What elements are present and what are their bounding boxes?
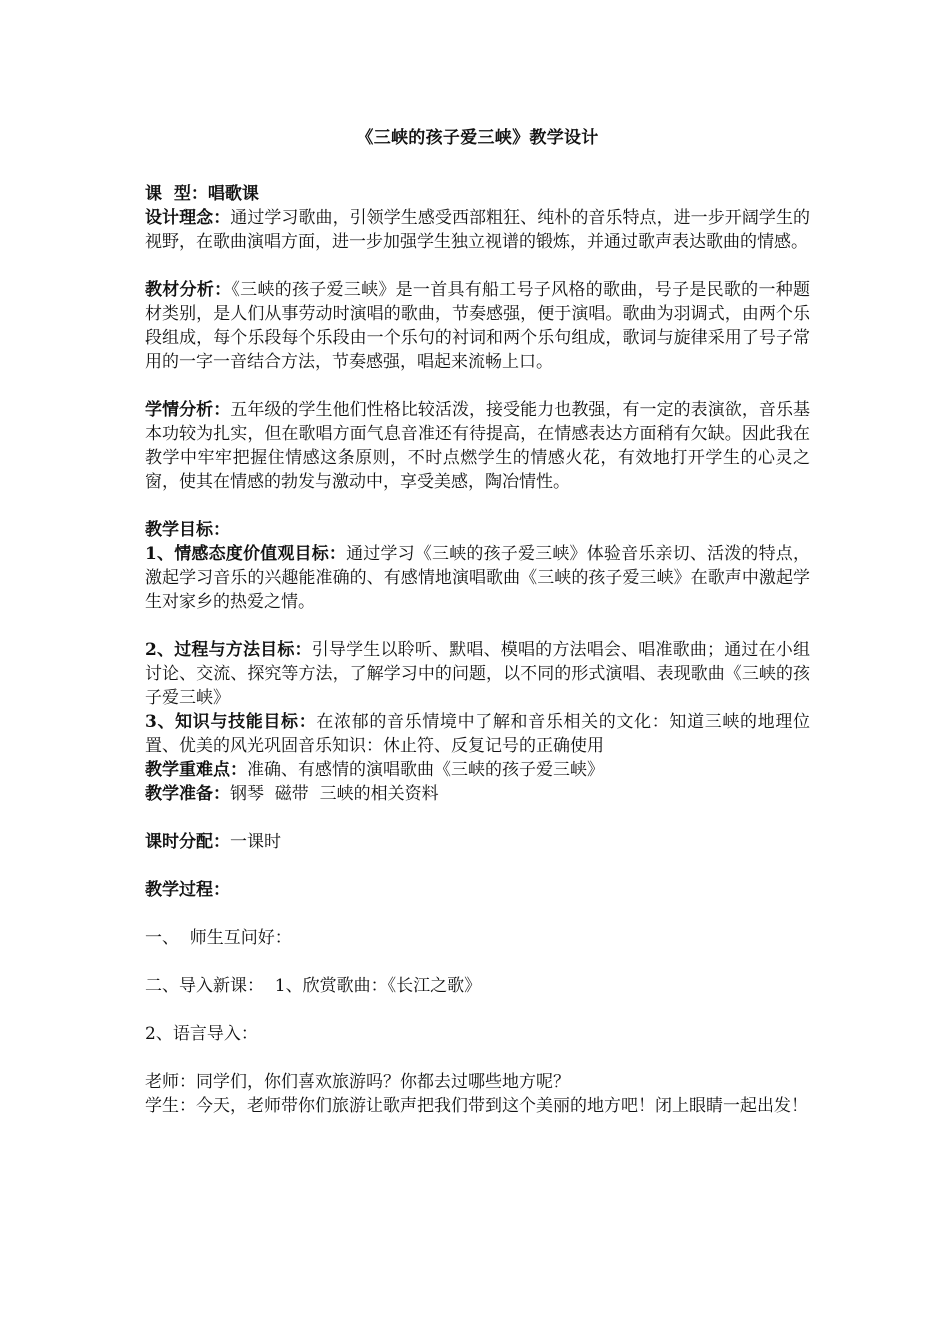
key-text: 准确、有感情的演唱歌曲《三峡的孩子爱三峡》 [247,760,604,780]
teacher-line: 老师：同学们，你们喜欢旅游吗？你都去过哪些地方呢？ [145,1072,570,1092]
goal3-paragraph [145,710,810,758]
student-paragraph [145,398,810,494]
goal2-label: 2、过程与方法目标： [145,640,312,660]
material-paragraph [145,278,810,374]
goal3-label: 3、知识与技能目标： [145,712,317,732]
spacer [145,854,810,878]
student-line: 学生：今天，老师带你们旅游让歌声把我们带到这个美丽的地方吧！闭上眼睛一起出发！ [145,1096,808,1116]
step2b-line: 2、语言导入： [145,1024,258,1044]
document-page [145,126,810,1118]
spacer [145,254,810,278]
key-paragraph [145,758,810,782]
goal3-text: 在浓郁的音乐情境中了解和音乐相关的文化：知道三峡的地理位置、优美的风光巩固音乐知识：休止符、反复记号的正确使用 [145,712,810,756]
prep-paragraph [145,782,810,806]
goal2-paragraph [145,638,810,710]
prep-text: 钢琴 磁带 三峡的相关资料 [230,784,439,804]
prep-label: 教学准备： [145,784,230,804]
design-text: 通过学习歌曲，引领学生感受西部粗狂、纯朴的音乐特点，进一步开阔学生的视野，在歌曲演唱方面，进一步加强学生独立视谱的锻炼，并通过歌声表达歌曲的情感。 [145,208,811,252]
goal1-paragraph [145,542,810,614]
spacer [145,614,810,638]
spacer [145,374,810,398]
process-heading: 教学过程： [145,880,230,900]
material-text: 《三峡的孩子爱三峡》是一首具有船工号子风格的歌曲，号子是民歌的一种题材类别，是人们从事劳动时演唱的歌曲，节奏感强，便于演唱。歌曲为羽调式，由两个乐段组成，每个乐段每个乐段由一个乐句的衬词和两个乐句组成，歌词与旋律采用了号子常用的一字一音结合方法，节奏感强，唱起来流畅上口。 [145,280,811,372]
document-title: 《三峡的孩子爱三峡》教学设计 [356,128,599,148]
goals-heading: 教学目标： [145,520,230,540]
spacer [145,1046,810,1070]
student-label: 学情分析： [145,400,231,420]
spacer [145,998,810,1022]
goal2-text: 引导学生以聆听、默唱、模唱的方法唱会、唱准歌曲；通过在小组讨论、交流、探究等方法，了解学习中的问题，以不同的形式演唱、表现歌曲《三峡的孩子爱三峡》 [145,640,810,708]
student-text: 五年级的学生他们性格比较活泼，接受能力也教强，有一定的表演欲，音乐基本功较为扎实，但在歌唱方面气息音准还有待提高，在情感表达方面稍有欠缺。因此我在教学中牢牢把握住情感这条原则，不时点燃学生的情感火花，有效地打开学生的心灵之窗，使其在情感的勃发与激动中，享受美感，陶冶情性。 [145,400,811,492]
time-text: 一课时 [230,832,281,852]
lesson-type-line [145,182,810,206]
lesson-type-label: 课 型： [145,184,208,204]
time-paragraph [145,830,810,854]
spacer [145,902,810,926]
spacer [145,494,810,518]
goal1-text: 通过学习《三峡的孩子爱三峡》体验音乐亲切、活泼的特点，激起学习音乐的兴趣能准确的、有感情地演唱歌曲《三峡的孩子爱三峡》在歌声中激起学生对家乡的热爱之情。 [145,544,810,612]
goal1-label: 1、情感态度价值观目标： [145,544,347,564]
step2-line: 二、导入新课： 1、欣赏歌曲：《长江之歌》 [145,976,482,996]
material-label: 教材分析： [145,280,232,300]
time-label: 课时分配： [145,832,230,852]
spacer [145,950,810,974]
step1-line: 一、 师生互问好： [145,928,292,948]
key-label: 教学重难点： [145,760,247,780]
spacer [145,806,810,830]
design-paragraph [145,206,810,254]
design-label: 设计理念： [145,208,231,228]
lesson-type-value: 唱歌课 [207,184,259,204]
